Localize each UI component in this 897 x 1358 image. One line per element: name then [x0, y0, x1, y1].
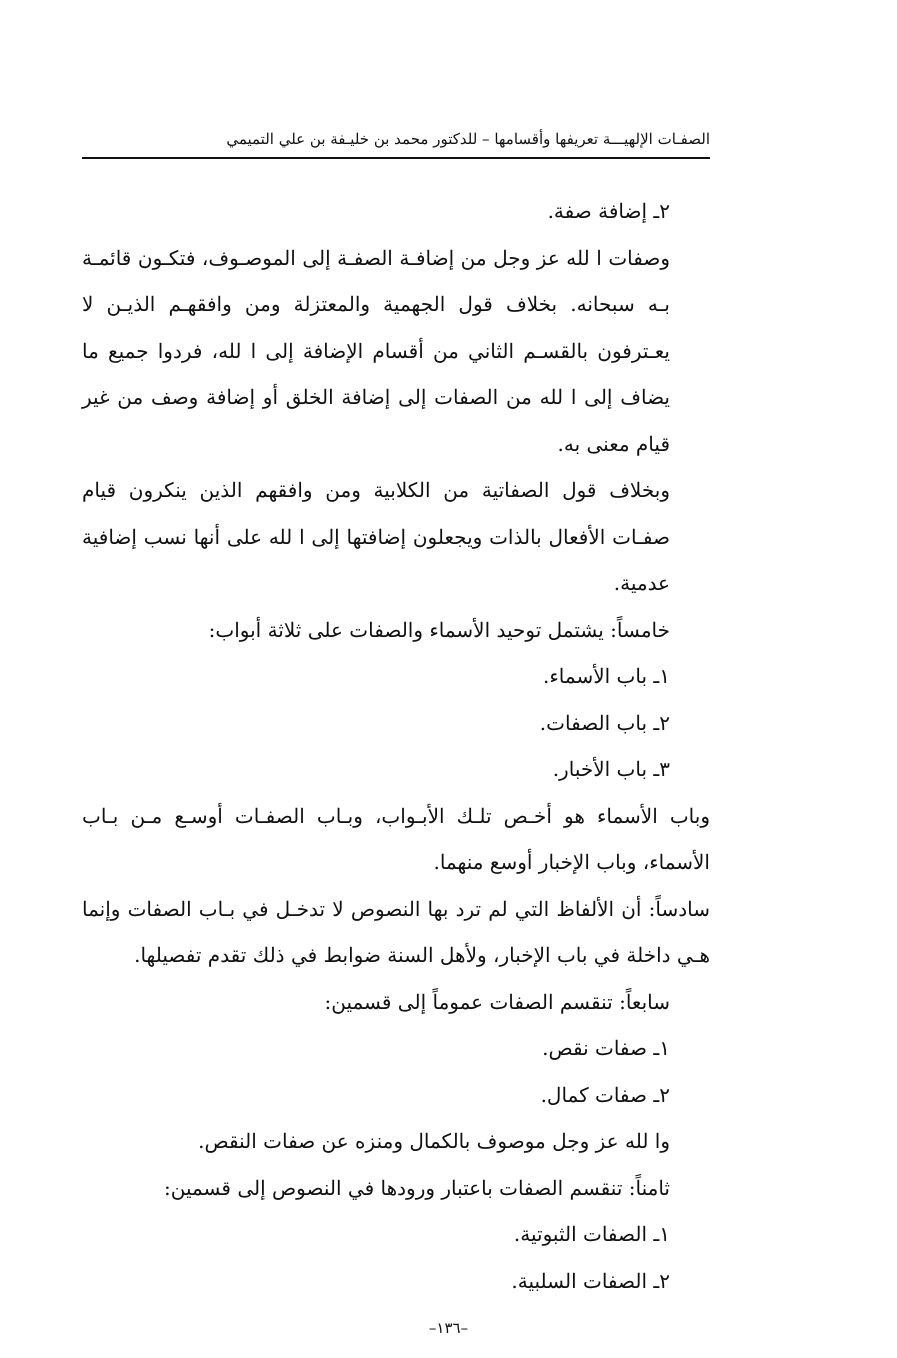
- section-heading: سابعاً: تنقسم الصفات عموماً إلى قسمين:: [324, 989, 670, 1014]
- paragraph: وباب الأسماء هو أخـص تلـك الأبـواب، وبـاب الصفـات أوسـع مـن بـاب الأسماء، وباب الإخبار أوسع منهما.: [82, 803, 710, 874]
- paragraph: وبخلاف قول الصفاتية من الكلابية ومن وافقهم الذين ينكرون قيام صفـات الأفعال بالذات ويجعلون إضافتها إلى ا لله على أنها نسب إضافية عدمية.: [82, 478, 670, 595]
- list-item: ١ـ باب الأسماء.: [543, 664, 670, 688]
- list-item: ١ـ صفات نقص.: [542, 1036, 670, 1060]
- paragraph: سادساً: أن الألفاظ التي لم ترد بها النصوص لا تدخـل في بـاب الصفات وإنما هـي داخلة في باب الإخبار، ولأهل السنة ضوابط في ذلك تقدم تفصيلها.: [82, 896, 711, 967]
- list-item: ٢ـ إضافة صفة.: [547, 199, 670, 223]
- page-number: –١٣٦–: [428, 1319, 469, 1337]
- list-item: ٣ـ باب الأخبار.: [552, 757, 670, 781]
- list-item: ٢ـ صفات كمال.: [540, 1082, 670, 1107]
- section-heading: خامساً: يشتمل توحيد الأسماء والصفات على ثلاثة أبواب:: [208, 617, 670, 642]
- list-item: ٢ـ الصفات السلبية.: [511, 1268, 670, 1293]
- page-body: [82, 188, 710, 1304]
- list-item: ١ـ الصفات الثبوتية.: [513, 1222, 670, 1246]
- running-header: الصفـات الإلهيـــة تعريفها وأقسامها – للدكتور محمد بن خليـفة بن علي التميمي: [226, 130, 710, 148]
- section-heading: ثامناً: تنقسم الصفات باعتبار ورودها في النصوص إلى قسمين:: [164, 1175, 670, 1200]
- paragraph: وصفات ا لله عز وجل من إضافـة الصفـة إلى الموصـوف، فتكـون قائمـة بـه سبحانه. بخلاف قول الجهمية والمعتزلة ومن وافقهـم الذيـن لا يعـترفون بالقسـم الثاني من أقسام الإضافة إلى ا لله، فردوا جميع ما يضاف إلى ا لله من الصفات إلى إضافة الخلق أو إضافة وصف من غير قيام معنى به.: [82, 245, 670, 456]
- header-rule: [82, 157, 710, 159]
- list-item: ٢ـ باب الصفات.: [539, 710, 670, 735]
- paragraph: وا لله عز وجل موصوف بالكمال ومنزه عن صفات النقص.: [198, 1129, 670, 1153]
